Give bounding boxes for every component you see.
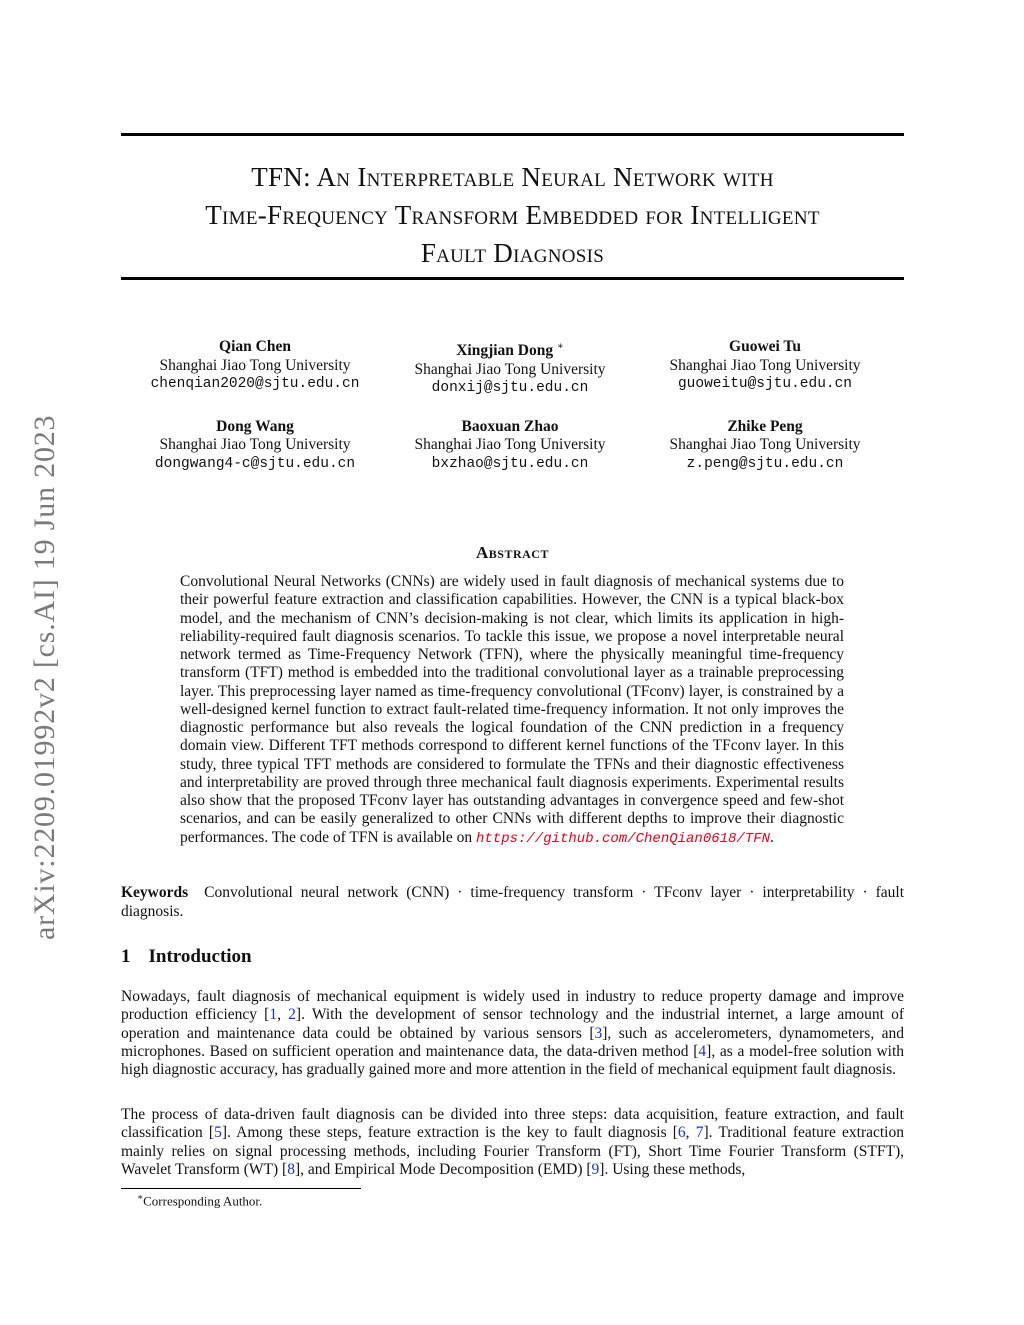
citation-link[interactable]: 8 [287,1160,295,1178]
title-line-2: Time-Frequency Transform Embedded for Intelligent [205,200,820,230]
author-email[interactable]: chenqian2020@sjtu.edu.cn [150,376,360,392]
arxiv-identifier: arXiv:2209.01992v2 [cs.AI] 19 Jun 2023 [28,414,61,940]
footnote-mark: ∗ [137,1192,144,1202]
author-affiliation: Shanghai Jiao Tong University [414,360,606,378]
author-email[interactable]: z.peng@sjtu.edu.cn [686,455,844,472]
footnote-text: Corresponding Author. [143,1193,263,1209]
section-title: Introduction [148,946,252,967]
title-bottom-rule [121,277,904,280]
author-name: Guowei Tu [729,338,801,355]
section-number: 1 [121,946,131,967]
intro-paragraph-1: Nowadays, fault diagnosis of mechanical equipment is widely used in industry to reduce property damage and improve production efficiency [1, 2]. With the development of sensor technology and the industrial internet, a large amount of operation and maintenance data could be obtained by various sensors [3], such as accelerometers, dynamometers, and microphones. Based on sufficient operation and maintenance data, the data-driven method [4], as a model-free solution with high diagnostic accuracy, has gradually gained more and more attention in the field of mechanical equipment fault diagnosis. [121,988,905,1078]
title-line-1: TFN: An Interpretable Neural Network with [251,162,774,192]
paper-title [121,158,904,272]
author-affiliation: Shanghai Jiao Tong University [669,436,861,454]
author-card [385,418,635,474]
author-email[interactable]: guoweitu@sjtu.edu.cn [677,376,853,392]
citation-link[interactable]: 3 [594,1024,603,1042]
author-row [130,418,890,474]
citation-link[interactable]: 2 [288,1006,296,1024]
author-email[interactable]: bxzhao@sjtu.edu.cn [431,455,589,472]
citation-link[interactable]: 1 [269,1006,278,1024]
title-top-rule [121,133,904,136]
author-affiliation: Shanghai Jiao Tong University [669,356,861,374]
citation-link[interactable]: 7 [695,1124,704,1142]
author-name: Qian Chen [219,338,291,355]
author-card [640,418,890,474]
footnote [137,1192,262,1209]
keywords [121,884,904,921]
abstract-text: Convolutional Neural Networks (CNNs) are widely used in fault diagnosis of mechanical systems due to their powerful feature extraction and classification capabilities. However, the CNN is a typical black-box model, and the mechanism of CNN’s decision-making is not clear, which limits its application in high-reliability-required fault diagnosis scenarios. To tackle this issue, we propose a novel interpretable neural network termed as Time-Frequency Network (TFN), where the physically meaningful time-frequency transform (TFT) method is embedded into the traditional convolutional layer as a trainable preprocessing layer. This preprocessing layer named as time-frequency convolutional (TFconv) layer, is constrained by a well-designed kernel function to extract fault-related time-frequency information. It not only improves the diagnostic performance but also reveals the logical foundation of the CNN prediction in a frequency domain view. Different TFT methods correspond to different kernel functions of the TFconv layer. In this study, three typical TFT methods are considered to formulate the TFNs and their diagnostic effectiveness and interpretability are proved through three mechanical fault diagnosis experiments. Experimental results also show that the proposed TFconv layer has outstanding advantages in convergence speed and few-shot scenarios, and can be easily generalized to other CNNs with different depths to improve their diagnostic performances. The code of TFN is available on https://github.com/ChenQian0618/TFN. [180,573,844,847]
code-repository-link[interactable]: https://github.com/ChenQian0618/TFN [475,830,771,847]
author-card [640,338,890,398]
author-block [130,338,890,493]
author-name: Dong Wang [216,417,294,435]
author-email[interactable]: donxij@sjtu.edu.cn [431,380,589,397]
author-card [385,338,635,398]
intro-paragraph-2: The process of data-driven fault diagnosis can be divided into three steps: data acquisition, feature extraction, and fault classification [5]. Among these steps, feature extraction is the key to fault diagnosis [6, 7]. Traditional feature extraction mainly relies on signal processing methods, including Fourier Transform (FT), Short Time Fourier Transform (STFT), Wavelet Transform (WT) [8], and Empirical Mode Decomposition (EMD) [9]. Using these methods, [121,1106,904,1178]
citation-link[interactable]: 5 [214,1124,222,1142]
author-card [130,338,380,398]
citation-link[interactable]: 9 [591,1160,600,1178]
keywords-text: Convolutional neural network (CNN) · time-frequency transform · TFconv layer · interpretability · fault diagnosis. [121,884,905,920]
author-name: Zhike Peng [727,417,803,435]
keywords-label: Keywords [121,884,189,901]
author-email[interactable]: dongwang4-c@sjtu.edu.cn [154,455,356,472]
author-affiliation: Shanghai Jiao Tong University [159,356,351,374]
citation-link[interactable]: 6 [677,1124,686,1142]
title-line-3: Fault Diagnosis [420,238,605,268]
citation-link[interactable]: 4 [698,1042,707,1060]
footnote-rule [121,1188,361,1189]
author-row [130,338,890,398]
author-name: Xingjian Dong ∗ [456,341,564,360]
author-affiliation: Shanghai Jiao Tong University [414,436,606,454]
author-name: Baoxuan Zhao [461,417,559,435]
section-heading-introduction [121,946,252,968]
author-affiliation: Shanghai Jiao Tong University [159,436,351,454]
abstract-heading: Abstract [476,543,549,562]
author-card [130,418,380,474]
corresponding-author-mark: ∗ [556,341,564,352]
